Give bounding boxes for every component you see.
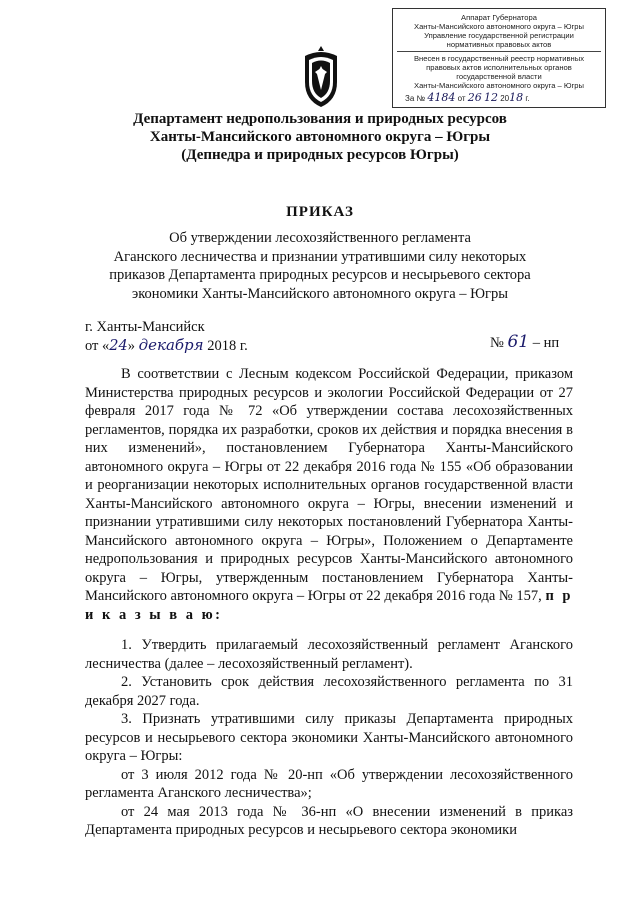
preamble-paragraph — [85, 365, 573, 624]
date-day: 24 — [109, 338, 128, 354]
stamp-num-value: 4184 — [427, 91, 456, 104]
document-title: ПРИКАЗ — [286, 204, 354, 220]
date-prefix: от « — [85, 338, 110, 354]
item-1: 1. Утвердить прилагаемый лесохозяйственный регламент Аганского лесничества (далее – лесохозяйственный регламент). — [85, 637, 573, 672]
order-word: п р и к а з ы в а ю: — [85, 588, 573, 623]
order-body — [85, 365, 573, 840]
document-subject — [80, 229, 560, 303]
registration-stamp — [392, 8, 606, 108]
city: г. Ханты-Мансийск — [85, 319, 205, 335]
number-prefix: № — [490, 335, 504, 351]
date-year: 2018 г. — [207, 338, 248, 354]
stamp-year-prefix: 20 — [500, 94, 510, 103]
stamp-date-month: 12 — [483, 91, 498, 104]
date-mid: » — [127, 338, 135, 354]
stamp-date-day: 26 — [467, 91, 482, 104]
header-line: Ханты-Мансийского автономного округа – Югры — [149, 129, 491, 145]
stamp-divider — [397, 51, 601, 52]
coat-of-arms-emblem — [301, 44, 341, 110]
header-line: (Депнедра и природных ресурсов Югры) — [181, 147, 459, 163]
stamp-line: государственной власти — [456, 72, 542, 81]
document-number — [490, 333, 559, 352]
subject-line: приказов Департамента природных ресурсов и несырьевого сектора — [109, 267, 531, 283]
header-line: Департамент недропользования и природных ресурсов — [133, 111, 507, 127]
stamp-line: Ханты-Мансийского автономного округа – Югры — [414, 81, 584, 90]
department-header — [100, 110, 540, 164]
stamp-line: нормативных правовых актов — [446, 40, 552, 49]
number-value: 61 — [507, 332, 530, 352]
stamp-year-value: 18 — [509, 91, 524, 104]
stamp-line: Внесен в государственный реестр нормативных — [413, 54, 585, 63]
subject-line: Об утверждении лесохозяйственного регламента — [169, 230, 471, 246]
item-3b: от 24 мая 2013 года № 36-нп «О внесении изменений в приказ Департамента природных ресурсов и несырьевого сектора экономики — [85, 803, 573, 838]
item-2: 2. Установить срок действия лесохозяйственного регламента по 31 декабря 2027 года. — [85, 674, 573, 709]
stamp-line: Ханты-Мансийского автономного округа – Югры — [414, 22, 584, 31]
stamp-registration-number — [393, 93, 605, 103]
number-suffix: – нп — [532, 335, 560, 351]
document-date — [85, 336, 248, 355]
stamp-line: Аппарат Губернатора — [461, 13, 537, 22]
preamble-text: В соответствии с Лесным кодексом Российской Федерации, приказом Министерства природных ресурсов и экологии Российской Федерации от 27 февраля 2017 года № 72 «Об утверждении состава лесохозяйственных регламентов, порядка их разработки, сроков их действия и порядка внесения в них изменений», постановлением Губернатора Ханты-Мансийского автономного округа – Югры от 22 декабря 2016 года № 155 «Об образовании и реорганизации некоторых исполнительных органов государственной власти Ханты-Мансийского автономного округа – Югры, внесении изменений и признании утратившими силу некоторых постановлений Губернатора Ханты-Мансийского автономного округа – Югры», Положением о Департаменте недропользования и природных ресурсов Ханты-Мансийского автономного округа – Югры, утвержденным постановлением Губернатора Ханты-Мансийского автономного округа – Югры от 22 декабря 2016 года № 157, — [85, 366, 573, 604]
stamp-line: Управление государственной регистрации — [424, 31, 574, 40]
subject-line: Аганского лесничества и признании утратившими силу некоторых — [113, 248, 527, 265]
date-month: декабря — [138, 336, 204, 354]
item-3a: от 3 июля 2012 года № 20-нп «Об утверждении лесохозяйственного регламента Аганского лесничества»; — [85, 766, 573, 801]
stamp-num-prefix: За № — [405, 94, 426, 103]
stamp-date-prefix: от — [457, 94, 466, 103]
stamp-line: правовых актов исполнительных органов — [426, 63, 572, 72]
stamp-year-suffix: г. — [525, 94, 530, 103]
item-3: 3. Признать утратившими силу приказы Департамента природных ресурсов и несырьевого сектора экономики Ханты-Мансийского автономного округа – Югры: — [85, 711, 573, 764]
subject-line: экономики Ханты-Мансийского автономного округа – Югры — [132, 285, 508, 302]
